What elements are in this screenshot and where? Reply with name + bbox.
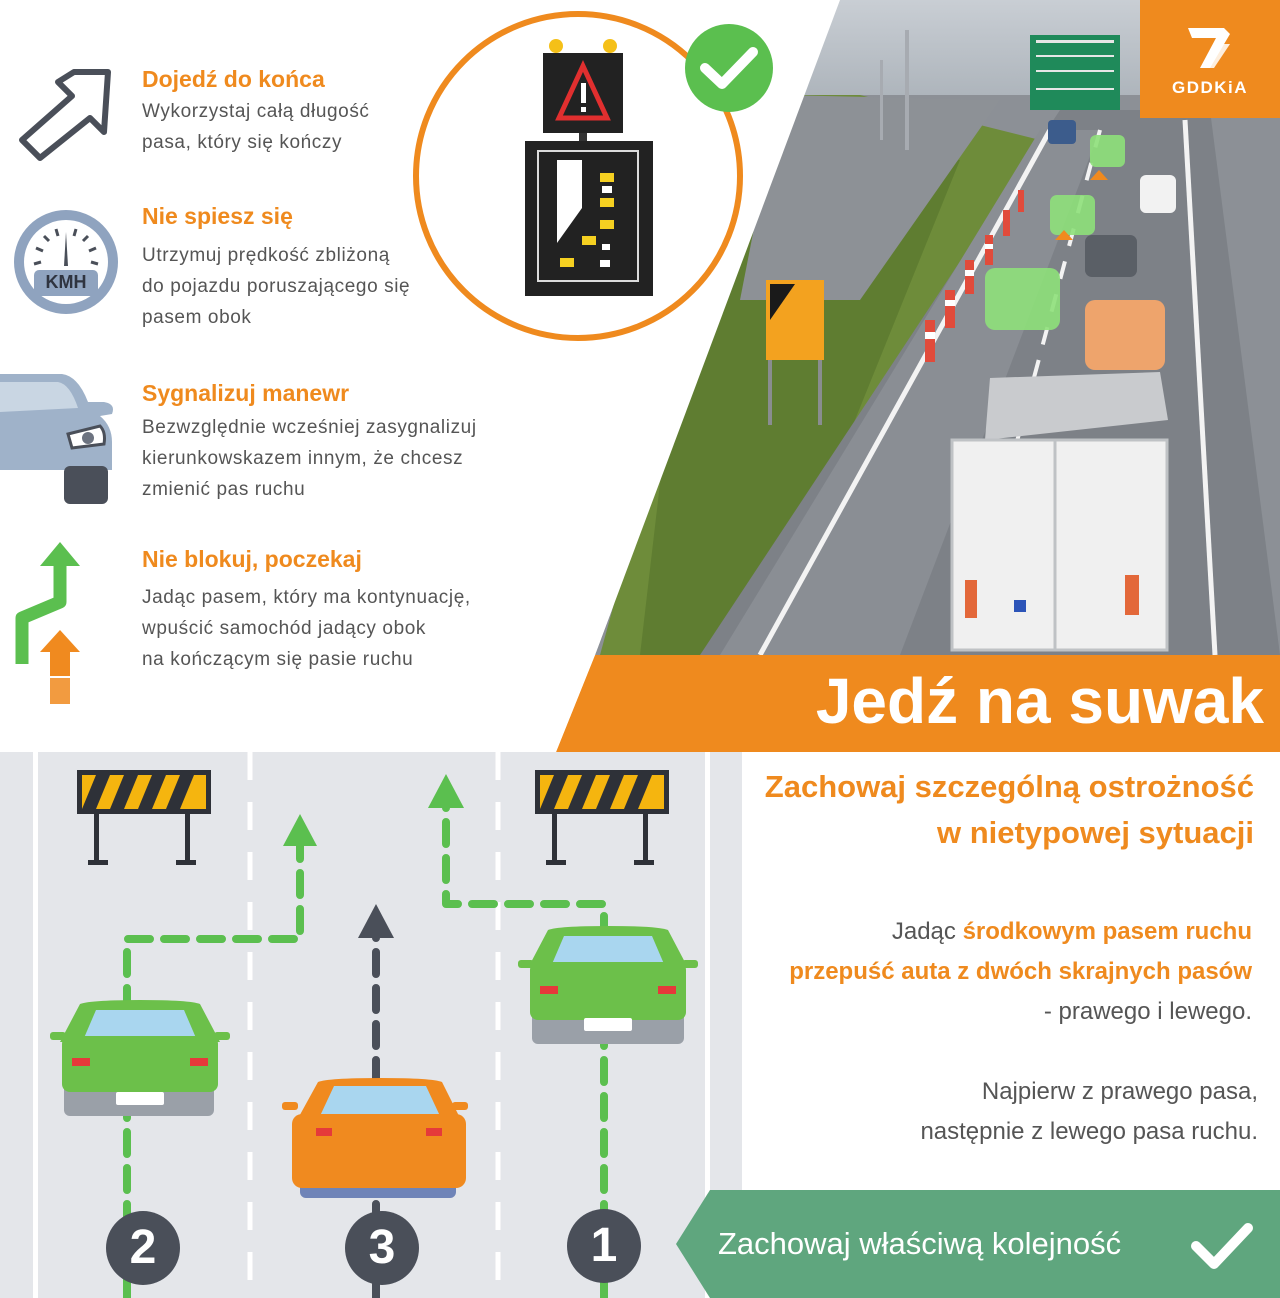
- tip-line: pasa, który się kończy: [142, 132, 343, 153]
- tip-text: [142, 412, 477, 505]
- tip-text: [142, 240, 410, 333]
- lane-number-3: 3: [368, 1221, 396, 1274]
- tip-line: na kończącym się pasie ruchu: [142, 649, 414, 670]
- logo-text: GDDKiA: [1171, 78, 1249, 97]
- tip-title: Dojedź do końca: [142, 66, 325, 92]
- tip-line: Jadąc pasem, który ma kontynuację,: [142, 587, 471, 608]
- instruction-line-1: [789, 912, 1252, 952]
- order-note-line: Najpierw z prawego pasa,: [981, 1078, 1258, 1105]
- car-left: [50, 1000, 230, 1116]
- car-icon: [0, 362, 118, 506]
- tip-line: kierunkowskazem innym, że chcesz: [142, 448, 464, 469]
- tip-title: Nie spiesz się: [142, 203, 293, 229]
- tip-line: zmienić pas ruchu: [142, 479, 306, 500]
- lane-diagram: [0, 752, 750, 1298]
- checkmark-icon: [1190, 1218, 1254, 1274]
- order-banner-text: Zachowaj właściwą kolejność: [718, 1226, 1122, 1261]
- tip-text: [142, 96, 370, 158]
- subheadline-line: Zachowaj szczególną ostrożność: [764, 769, 1254, 804]
- logo-mark-icon: [1184, 24, 1236, 72]
- lane-number-1: 1: [590, 1219, 618, 1272]
- car-right: [518, 926, 698, 1044]
- gauge-label: KMH: [45, 272, 87, 292]
- tip-line: Wykorzystaj całą długość: [142, 101, 370, 122]
- tip-title: Nie blokuj, poczekaj: [142, 546, 362, 572]
- headline: Jedź na suwak: [815, 665, 1264, 737]
- check-circle-icon: [683, 22, 775, 114]
- instruction-plain: - prawego i lewego.: [1043, 998, 1252, 1025]
- instruction-plain: Jadąc: [891, 918, 963, 945]
- tip-line: pasem obok: [142, 307, 252, 328]
- diagonal-arrow-icon: [16, 66, 112, 162]
- instruction-highlight: środkowym pasem ruchu: [962, 918, 1252, 945]
- tip-line: Bezwzględnie wcześniej zasygnalizuj: [142, 417, 477, 438]
- instruction-text: [789, 912, 1252, 1032]
- tip-line: Utrzymuj prędkość zbliżoną: [142, 245, 390, 266]
- order-note-line: następnie z lewego pasa ruchu.: [920, 1118, 1258, 1145]
- tip-line: do pojazdu poruszającego się: [142, 276, 411, 297]
- lane-number-2: 2: [129, 1221, 157, 1274]
- tip-title: Sygnalizuj manewr: [142, 380, 350, 406]
- tip-text: [142, 582, 471, 675]
- subheadline: [765, 764, 1254, 856]
- gddkia-logo: [1140, 0, 1280, 118]
- instruction-highlight: przepuść auta z dwóch skrajnych pasów: [789, 958, 1252, 985]
- order-note: [920, 1072, 1258, 1152]
- tip-line: wpuścić samochód jadący obok: [142, 618, 426, 639]
- speedometer-icon: [12, 208, 120, 316]
- merge-arrows-icon: [10, 540, 90, 706]
- subheadline-line: w nietypowej sytuacji: [937, 815, 1254, 850]
